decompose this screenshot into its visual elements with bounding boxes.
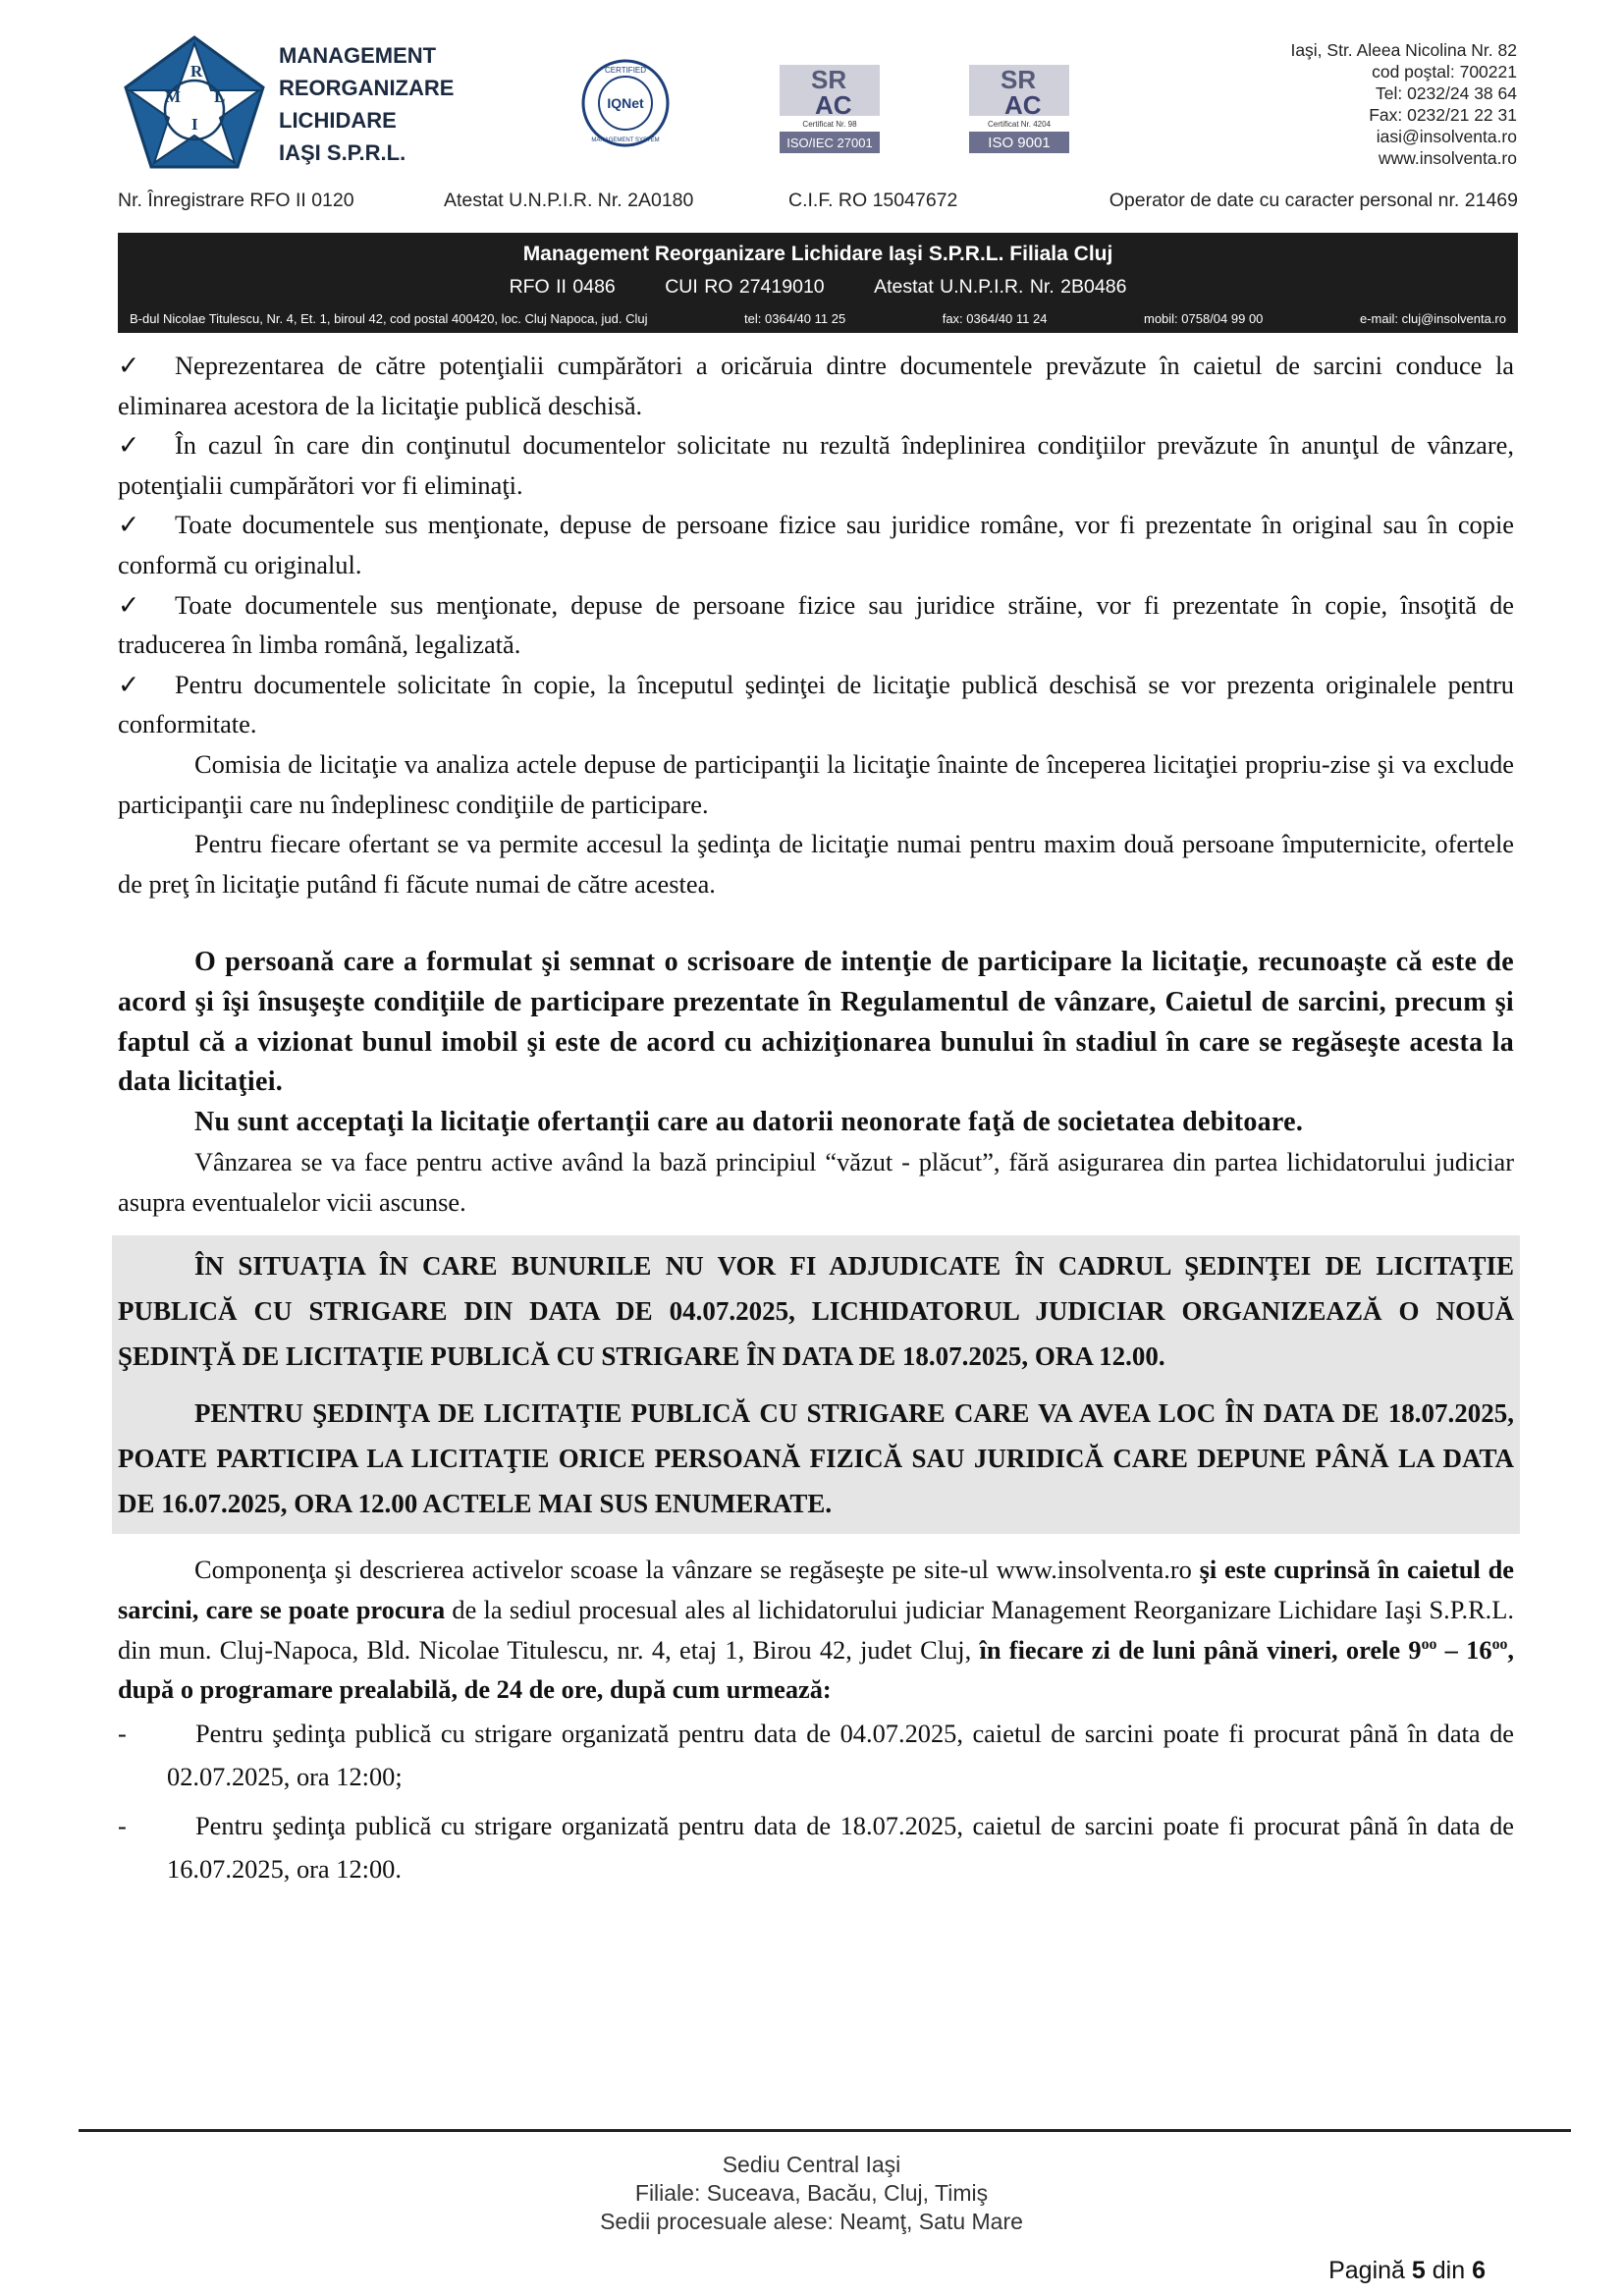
logo-letter: L [214, 87, 226, 106]
check-mark-icon: ✓ [118, 589, 140, 620]
check-text: În cazul în care din conţinutul documentelor solicitate nu rezultă îndeplinirea condiţiilor prevăzute în anunţul de vânzare, potenţialii cumpărători vor fi eliminaţi. [118, 430, 1514, 500]
srac-iso27001-badge-icon [780, 59, 880, 153]
specifications-address-text: de la sediul procesual ales al lichidatorului judiciar Management Reorganizare Lichidare Iaşi S.P.R.L. din mun. Cluj-Napoca, Bld. Nicolae Titulescu, nr. 4, etaj 1, Birou 42, judet Cluj, [118, 1595, 1514, 1665]
branch-info-box [118, 233, 1518, 333]
branch-mobile: mobil: 0758/04 99 00 [1143, 311, 1264, 326]
second-auction-participation-notice: PENTRU ŞEDINŢA DE LICITAŢIE PUBLICĂ CU STRIGARE CARE VA AVEA LOC ÎN DATA DE 18.07.2025, POATE PARTICIPA LA LICITAŢIE ORICE PERSOANĂ FIZICĂ SAU JURIDICĂ CARE DEPUNE PÂNĂ LA DATA DE 16.07.2025, ORA 12.00 ACTELE MAI SUS ENUMERATE. [118, 1398, 1514, 1519]
check-list-item [118, 346, 1514, 425]
authorized-persons-paragraph: Pentru fiecare ofertant se va permite accesul la şedinţa de licitaţie numai pentru maxim două persoane împuternicite, ofertele de preţ în licitaţie putând fi făcute numai de către acestea. [118, 829, 1514, 899]
check-list-item [118, 585, 1514, 665]
check-mark-icon: ✓ [118, 669, 140, 699]
debt-exclusion-paragraph: Nu sunt acceptaţi la licitaţie ofertanţii care au datorii neonorate faţă de societatea debitoare. [194, 1106, 1304, 1137]
branch-atestat: Atestat U.N.P.I.R. Nr. 2B0486 [874, 276, 1127, 298]
contact-address: Iaşi, Str. Aleea Nicolina Nr. 82 [1290, 40, 1517, 60]
logo-letter: R [190, 62, 203, 81]
dash-list-item [118, 1712, 1514, 1798]
svg-text:MANAGEMENT SYSTEM: MANAGEMENT SYSTEM [591, 137, 660, 143]
highlighted-notice-box [112, 1235, 1520, 1534]
check-text: Neprezentarea de către potenţialii cumpărători a oricăruia dintre documentele prevăzute în caietul de sarcini conduce la eliminarea acestora de la licitaţie publică deschisă. [118, 351, 1514, 420]
footer-divider [79, 2129, 1571, 2132]
specifications-site-text: Componenţa şi descrierea activelor scoase la vânzare se regăseşte pe site-ul www.insolventa.ro [194, 1555, 1192, 1585]
branch-tel: tel: 0364/40 11 25 [744, 311, 846, 326]
document-body [118, 346, 1514, 1890]
intent-letter-paragraph: O persoană care a formulat şi semnat o scrisoare de intenţie de participare la licitaţie, recunoaşte că este de acord şi îşi însuşeşte condiţiile de participare prezentate în Regulamentul de vânzare, Caietul de sarcini, precum şi faptul că a vizionat bunul imobil şi este de acord cu achiziţionarea bunului în stadiul în care se regăseşte acesta la data licitaţiei. [118, 947, 1514, 1098]
footer-offices [0, 2151, 1623, 2236]
svg-text:CERTIFIED: CERTIFIED [604, 66, 647, 75]
check-list-item [118, 425, 1514, 505]
logo-letter: M [165, 87, 182, 106]
dash-bullet: - [118, 1718, 127, 1748]
srac-iso9001-badge-icon [969, 59, 1069, 153]
check-text: Pentru documentele solicitate în copie, la începutul şedinţei de licitaţie publică deschisă se vor prezenta originalele pentru conformitate. [118, 669, 1514, 739]
branch-address: B-dul Nicolae Titulescu, Nr. 4, Et. 1, biroul 42, cod postal 400420, loc. Cluj Napoca, jud. Cluj [130, 311, 648, 326]
second-auction-notice: ÎN SITUAŢIA ÎN CARE BUNURILE NU VOR FI ADJUDICATE ÎN CADRUL ŞEDINŢEI DE LICITAŢIE PUBLICĂ CU STRIGARE DIN DATA DE 04.07.2025, LICHIDATORUL JUDICIAR ORGANIZEAZĂ O NOUĂ ŞEDINŢĂ DE LICITAŢIE PUBLICĂ CU STRIGARE ÎN DATA DE 18.07.2025, ORA 12.00. [118, 1251, 1514, 1372]
contact-fax: Fax: 0232/21 22 31 [1369, 105, 1517, 125]
spacer [118, 903, 1514, 943]
unpir-atestat: Atestat U.N.P.I.R. Nr. 2A0180 [444, 190, 694, 211]
svg-text:SR: SR [1001, 65, 1037, 94]
dash-list-item [118, 1804, 1514, 1890]
branch-email: e-mail: cluj@insolventa.ro [1359, 311, 1506, 326]
footer-head-office: Sediu Central Iaşi [722, 2152, 901, 2177]
check-mark-icon: ✓ [118, 351, 140, 380]
footer-branches: Filiale: Suceava, Bacău, Cluj, Timiş [634, 2180, 989, 2206]
check-text: Toate documentele sus menţionate, depuse de persoane fizice sau juridice străine, vor fi prezentate în copie, însoţită de traducerea în limba română, legalizată. [118, 589, 1514, 660]
company-logo-star-icon [116, 33, 273, 171]
specifications-bold-text: şi este cuprinsă în caietul de sarcini, care se poate procura [118, 1555, 1514, 1625]
footer-procedural-offices: Sedii procesuale alese: Neamţ, Satu Mare [600, 2209, 1023, 2234]
spacer [118, 1534, 1514, 1550]
svg-text:Certificat Nr. 98: Certificat Nr. 98 [802, 120, 857, 129]
logo-letter: I [191, 115, 198, 134]
svg-text:ISO/IEC 27001: ISO/IEC 27001 [786, 136, 873, 150]
check-list-item [118, 505, 1514, 584]
branch-contact [130, 311, 1506, 326]
contact-postal-code: cod poştal: 700221 [1372, 62, 1517, 82]
cif-number: C.I.F. RO 15047672 [788, 190, 958, 211]
data-operator-number: Operator de date cu caracter personal nr. 21469 [1109, 190, 1518, 211]
company-name-line: IAŞI S.P.R.L. [279, 140, 406, 165]
check-mark-icon: ✓ [118, 510, 140, 540]
check-list-item [118, 665, 1514, 744]
branch-rfo: RFO II 0486 [509, 276, 616, 298]
contact-website: www.insolventa.ro [1378, 148, 1517, 168]
company-name-line: LICHIDARE [279, 108, 397, 133]
branch-codes [118, 276, 1518, 299]
total-pages: 6 [1472, 2257, 1486, 2284]
contact-email: iasi@insolventa.ro [1376, 127, 1517, 146]
iqnet-certified-seal-icon [581, 59, 670, 147]
rfo-registration: Nr. Înregistrare RFO II 0120 [118, 190, 354, 211]
svg-text:ISO 9001: ISO 9001 [988, 135, 1051, 151]
svg-text:Certificat Nr. 4204: Certificat Nr. 4204 [987, 120, 1052, 129]
specifications-schedule-text: în fiecare zi de luni până vineri, orele $9^{oo} - 16^{oo}$, după o programare prealabilă, de 24 de ore, după cum urmează: [118, 1634, 1514, 1705]
branch-title: Management Reorganizare Lichidare Iaşi S.P.R.L. Filiala Cluj [522, 243, 1113, 265]
dash-text: Pentru şedinţa publică cu strigare organizată pentru data de 18.07.2025, caietul de sarcini poate fi procurat până în data de 16.07.2025, ora 12:00. [167, 1810, 1514, 1884]
dash-text: Pentru şedinţa publică cu strigare organizată pentru data de 04.07.2025, caietul de sarcini poate fi procurat până în data de 02.07.2025, ora 12:00; [167, 1718, 1514, 1791]
dash-bullet: - [118, 1810, 127, 1840]
check-text: Toate documentele sus menţionate, depuse de persoane fizice sau juridice române, vor fi prezentate în original sau în copie conformă cu originalul. [118, 510, 1514, 579]
spacer [118, 1222, 1514, 1235]
branch-fax: fax: 0364/40 11 24 [942, 311, 1048, 326]
specifications-paragraph [118, 1550, 1514, 1709]
current-page: 5 [1411, 2257, 1426, 2284]
check-mark-icon: ✓ [118, 430, 140, 461]
head-office-contact [1290, 39, 1517, 169]
company-name [279, 39, 454, 169]
company-name-line: MANAGEMENT [279, 43, 437, 68]
contact-phone: Tel: 0232/24 38 64 [1375, 83, 1517, 103]
branch-cui: CUI RO 27419010 [665, 276, 825, 298]
company-name-line: REORGANIZARE [279, 76, 455, 100]
svg-text:SR: SR [811, 65, 847, 94]
svg-text:AC: AC [1004, 90, 1042, 120]
svg-text:IQNet: IQNet [607, 95, 644, 111]
sale-principle-paragraph: Vânzarea se va face pentru active având la bază principiul “văzut - plăcut”, fără asigurarea din partea lichidatorului judiciar asupra eventualelor vicii ascunse. [118, 1147, 1514, 1217]
letterhead [0, 0, 1623, 334]
commission-paragraph: Comisia de licitaţie va analiza actele depuse de participanţii la licitaţie înainte de începerea licitaţiei propriu-zise şi va exclude participanţii care nu îndeplinesc condiţiile de participare. [118, 748, 1514, 819]
svg-text:AC: AC [815, 90, 852, 120]
page-number: Pagină 5 din 6 [1328, 2257, 1486, 2284]
